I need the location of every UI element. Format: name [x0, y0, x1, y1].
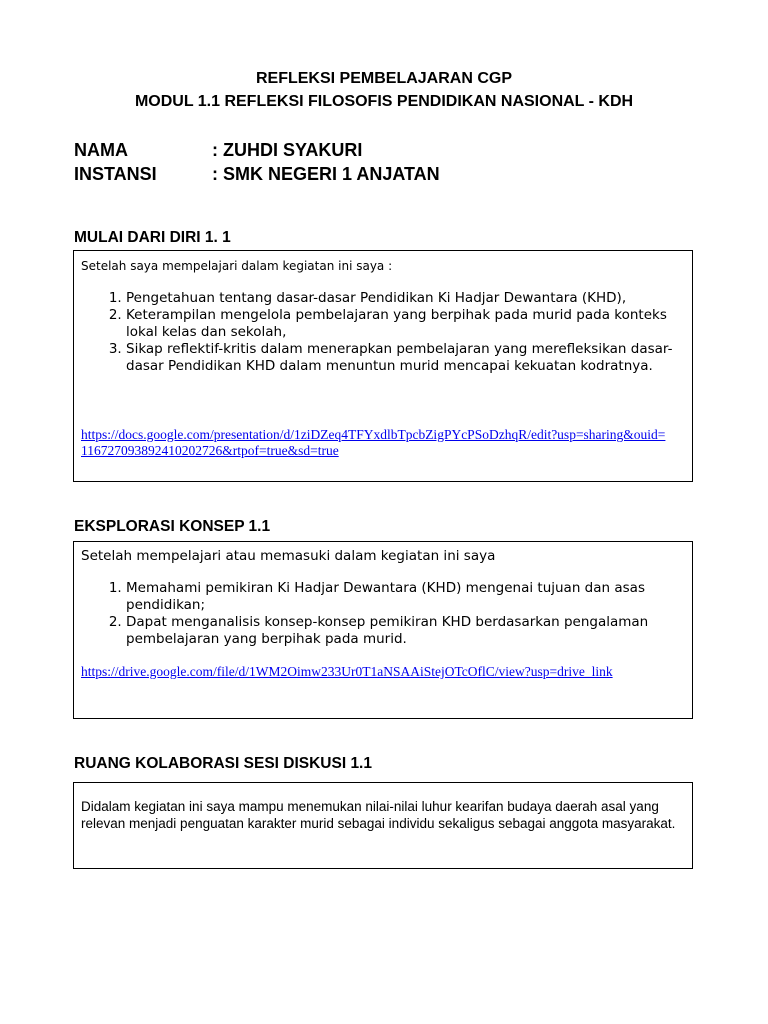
section-box-mulai	[73, 250, 693, 482]
section-heading-ruang: RUANG KOLABORASI SESI DISKUSI 1.1	[74, 755, 372, 772]
institution-value: : SMK NEGERI 1 ANJATAN	[212, 164, 440, 184]
section-box-eksplorasi	[73, 541, 693, 719]
item-list	[74, 580, 686, 648]
list-item: 1. Pengetahuan tentang dasar-dasar Pendidikan Ki Hadjar Dewantara (KHD),	[126, 290, 686, 307]
name-label: NAMA	[74, 140, 128, 160]
section-intro: Setelah mempelajari atau memasuki dalam kegiatan ini saya	[81, 548, 496, 564]
institution-label: INSTANSI	[74, 164, 157, 184]
list-item: 3. Sikap reflektif-kritis dalam menerapkan pembelajaran yang merefleksikan dasar-dasar Pendidikan KHD dalam menuntun murid mencapai kekuatan kodratnya.	[126, 341, 686, 375]
section-heading-mulai: MULAI DARI DIRI 1. 1	[74, 229, 231, 246]
document-title: REFLEKSI PEMBELAJARAN CGP	[255, 70, 513, 87]
name-value: : ZUHDI SYAKURI	[212, 140, 363, 160]
presentation-link[interactable]: https://docs.google.com/presentation/d/1ziDZeq4TFYxdlbTpcbZigPYcPSoDzhqR/edit?usp=sharing&ouid=116727093892410202726&rtpof=true&sd=true	[81, 427, 666, 458]
list-item: 1. Memahami pemikiran Ki Hadjar Dewantara (KHD) mengenai tujuan dan asas pendidikan;	[126, 580, 686, 614]
section-box-ruang	[73, 782, 693, 869]
section-heading-eksplorasi: EKSPLORASI KONSEP 1.1	[74, 518, 271, 535]
item-list	[74, 290, 686, 375]
list-item: 2. Dapat menganalisis konsep-konsep pemikiran KHD berdasarkan pengalaman pembelajaran yang berpihak pada murid.	[126, 614, 686, 648]
drive-link[interactable]: https://drive.google.com/file/d/1WM2Oimw233Ur0T1aNSAAiStejOTcOflC/view?usp=drive_link	[81, 664, 613, 679]
section-paragraph: Didalam kegiatan ini saya mampu menemukan nilai-nilai luhur kearifan budaya daerah asal yang relevan menjadi penguatan karakter murid sebagai individu sekaligus sebagai anggota masyarakat.	[81, 799, 676, 831]
section-intro: Setelah saya mempelajari dalam kegiatan ini saya :	[81, 259, 393, 273]
list-item: 2. Keterampilan mengelola pembelajaran yang berpihak pada murid pada konteks lokal kelas dan sekolah,	[126, 307, 686, 341]
document-subtitle: MODUL 1.1 REFLEKSI FILOSOFIS PENDIDIKAN NASIONAL - KDH	[134, 93, 634, 110]
